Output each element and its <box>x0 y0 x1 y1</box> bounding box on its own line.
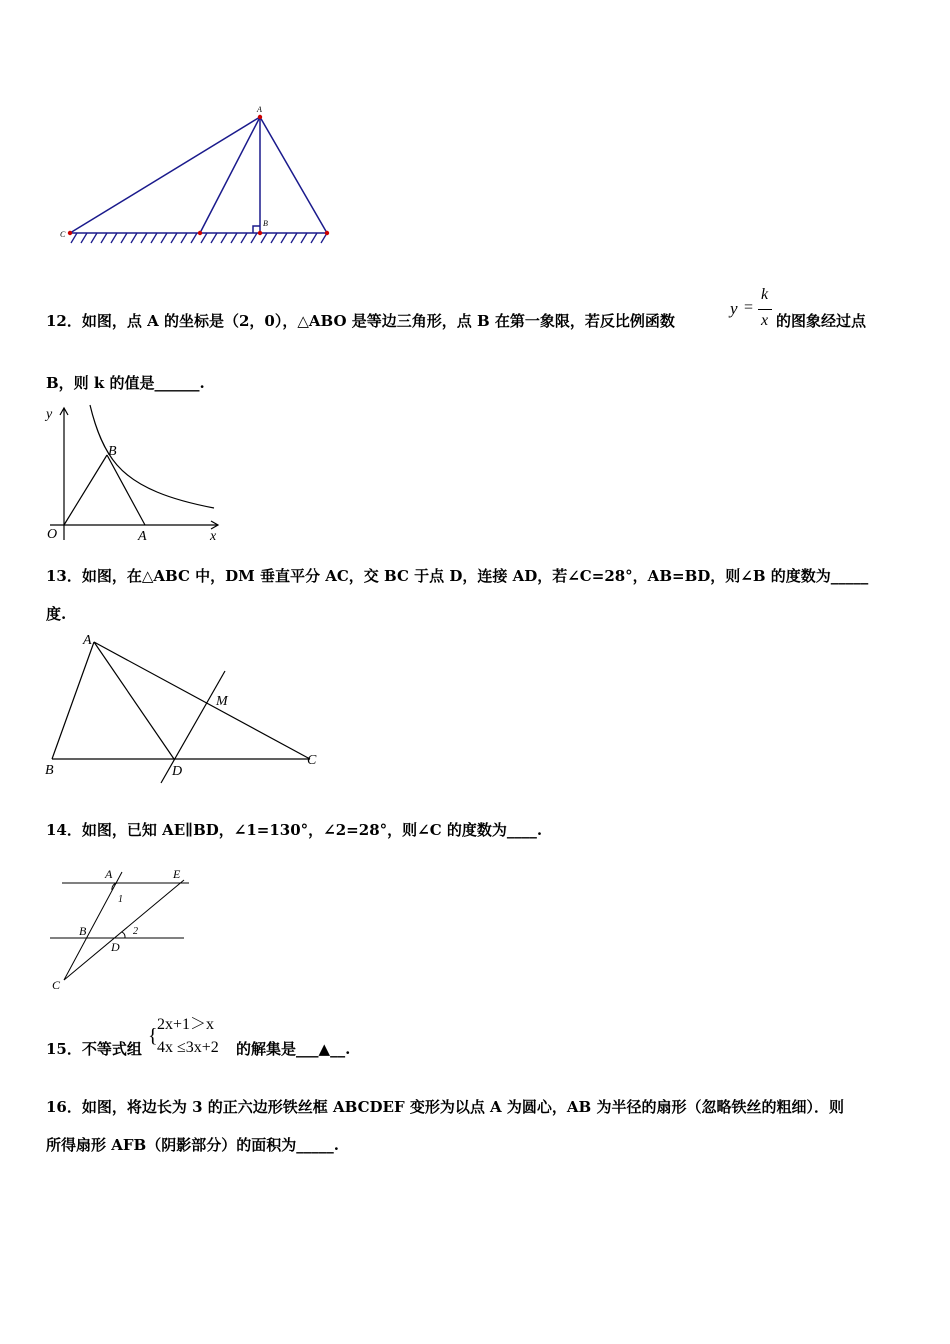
q15-text-suffix: 的解集是 <box>236 1040 297 1058</box>
fig12-label-y: y <box>46 407 53 422</box>
q15-system <box>148 1008 238 1064</box>
hatch-mark <box>91 233 97 243</box>
figure-q14 <box>42 862 202 997</box>
hatch-mark <box>291 233 297 243</box>
hatch-mark <box>271 233 277 243</box>
hatch-mark <box>101 233 107 243</box>
fig14-label-2: 2 <box>133 926 138 937</box>
q15-blank-post: __ <box>330 1040 346 1058</box>
q13-line2 <box>46 604 66 624</box>
q12-text-pre: 12．如图，点 A 的坐标是（2，0），△ABO 是等边三角形，点 B 在第一象限，若反比例函数 <box>46 312 675 330</box>
fig14-label-b: B <box>79 924 87 938</box>
q15-blank-pre: ___ <box>296 1040 319 1058</box>
q15-inequality-1: 2x+1＞x <box>157 1016 215 1033</box>
hatch-mark <box>281 233 287 243</box>
q15-text-prefix: 15．不等式组 <box>46 1040 142 1058</box>
figure-q11 <box>55 100 345 250</box>
hatch-mark <box>111 233 117 243</box>
fig13-label-d: D <box>172 764 183 779</box>
formula-denominator: x <box>761 312 769 329</box>
hatch-mark <box>261 233 267 243</box>
fig12-label-a: A <box>138 529 147 544</box>
formula-numerator: k <box>761 286 769 303</box>
fig14-label-1: 1 <box>118 894 123 905</box>
q16-text-line1: 16．如图，将边长为 3 的正六边形铁丝框 ABCDEF 变形为以点 A 为圆心，AB 为半径的扇形（忽略铁丝的粗细）．则 <box>46 1098 844 1116</box>
hatch-mark <box>81 233 87 243</box>
hatch-mark <box>221 233 227 243</box>
hatch-mark <box>121 233 127 243</box>
q15-triangle-icon: ▲ <box>318 1040 331 1058</box>
q15-inequality-2: 4x ≤3x+2 <box>157 1039 219 1056</box>
q13-answer-blank: _____ <box>830 567 869 585</box>
q12-line1-post <box>776 311 866 331</box>
hatch-mark <box>161 233 167 243</box>
hatch-mark <box>231 233 237 243</box>
q15-end: . <box>345 1040 351 1058</box>
hatch-mark <box>181 233 187 243</box>
q14-text-line1: 14．如图，已知 AE∥BD，∠1=130°，∠2=28°，则∠C 的度数为 <box>46 821 507 839</box>
hatch-mark <box>131 233 137 243</box>
figure-q12 <box>42 400 232 545</box>
q14-line1 <box>46 820 542 840</box>
hatch-mark <box>301 233 307 243</box>
fig12-label-b: B <box>108 444 117 459</box>
q13-text-line2: 度. <box>46 605 67 623</box>
fig12-label-x: x <box>210 529 217 544</box>
q15-suffix <box>236 1039 350 1059</box>
q12-line1 <box>46 311 675 331</box>
fig14-label-c: C <box>52 978 61 992</box>
hatch-mark <box>151 233 157 243</box>
formula-y: y <box>730 299 738 318</box>
q13-text-line1: 13．如图，在△ABC 中，DM 垂直平分 AC，交 BC 于点 D，连接 AD，若∠C=28°，AB=BD，则∠B 的度数为 <box>46 567 831 585</box>
q16-answer-blank: _____ <box>296 1136 334 1154</box>
hatch-mark <box>311 233 317 243</box>
q12-end: . <box>199 374 205 392</box>
hatch-mark <box>141 233 147 243</box>
formula-eq: = <box>744 299 754 316</box>
q12-text-post: 的图象经过点 <box>776 312 867 330</box>
q12-formula <box>728 286 774 334</box>
hatch-mark <box>201 233 207 243</box>
hatch-mark <box>171 233 177 243</box>
hatch-mark <box>191 233 197 243</box>
fig13-label-c: C <box>307 753 317 768</box>
q12-text-line2: B，则 k 的值是 <box>46 374 155 392</box>
fraction-bar <box>758 309 772 310</box>
q16-line2 <box>46 1135 339 1155</box>
fig14-label-d: D <box>111 940 120 954</box>
q13-line1 <box>46 566 868 586</box>
fig14-label-a: A <box>105 867 113 881</box>
q15-brace: { <box>148 1025 158 1047</box>
fig14-label-e: E <box>173 867 181 881</box>
q14-end: . <box>536 821 543 839</box>
fig13-label-b: B <box>45 763 54 778</box>
q14-answer-blank: ____ <box>506 821 537 839</box>
fig13-label-a: A <box>83 633 92 648</box>
hatch-mark <box>251 233 257 243</box>
fig11-label-c: C <box>60 230 66 239</box>
q16-end: . <box>333 1136 339 1154</box>
fig13-label-m: M <box>216 694 228 709</box>
figure-q13 <box>42 628 332 788</box>
q15-prefix <box>46 1039 142 1059</box>
fig11-label-b: B <box>263 219 268 228</box>
fig12-label-o: O <box>47 527 58 542</box>
q16-text-line2: 所得扇形 AFB（阴影部分）的面积为 <box>46 1136 297 1154</box>
fig11-label-a: A <box>257 105 262 114</box>
hatch-mark <box>211 233 217 243</box>
q12-answer-blank: ______ <box>154 374 200 392</box>
hatch-mark <box>71 233 77 243</box>
q16-line1 <box>46 1097 844 1117</box>
q12-line2 <box>46 373 205 393</box>
hatch-mark <box>241 233 247 243</box>
